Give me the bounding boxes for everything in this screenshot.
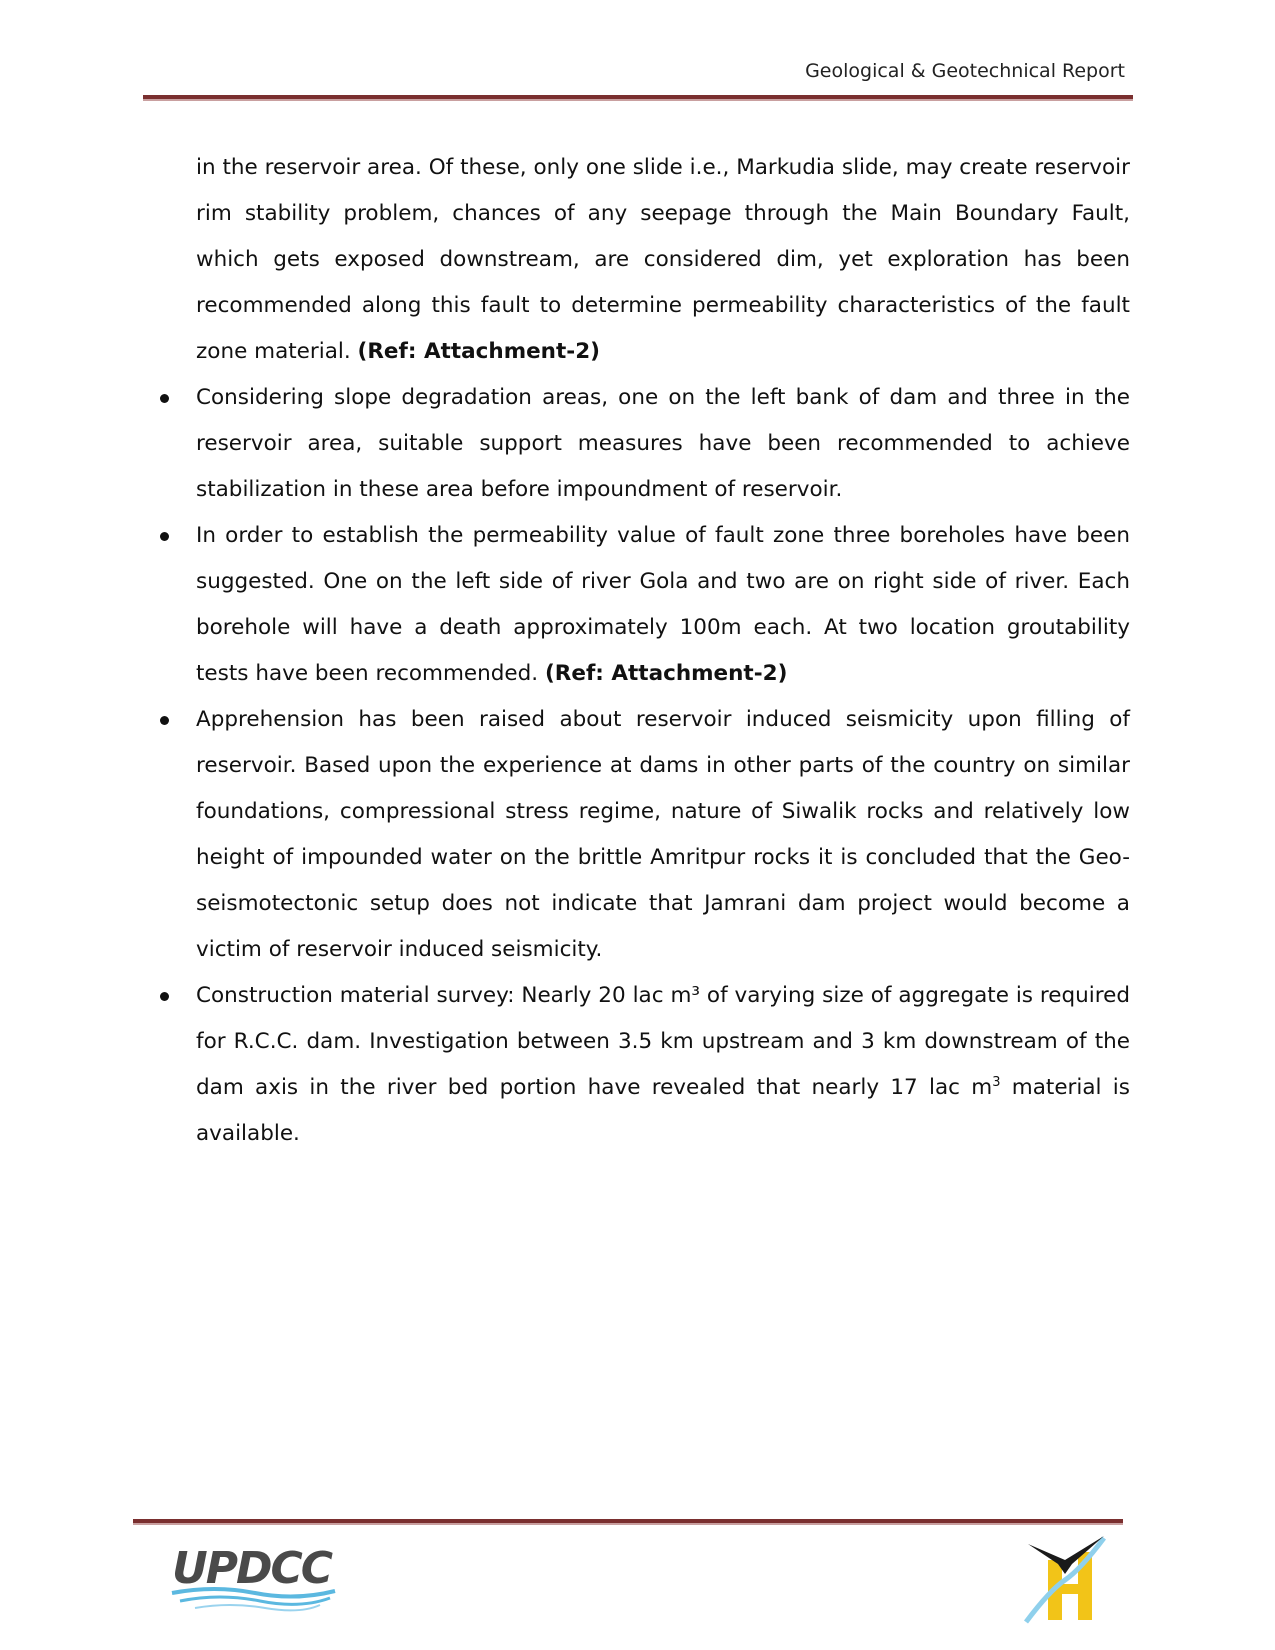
list-item	[196, 697, 1130, 973]
bullet-icon	[160, 716, 169, 725]
page-content	[196, 145, 1130, 1157]
findings-list	[196, 375, 1130, 1157]
superscript-3: 3	[992, 1075, 1001, 1090]
intro-text: in the reservoir area. Of these, only one slide i.e., Markudia slide, may create reservoir rim stability problem, chances of any seepage through the Main Boundary Fault, which gets exposed downstream, are considered dim, yet exploration has been recommended along this fault to determine permeability characteristics of the fault zone material.	[196, 155, 1130, 364]
list-item-text: In order to establish the permeability value of fault zone three boreholes have been suggested. One on the left side of river Gola and two are on right side of river. Each borehole will have a death approximately 100m each. At two location groutability tests have been recommended.	[196, 523, 1130, 686]
report-title: Geological & Geotechnical Report	[805, 60, 1125, 82]
list-item-text: Apprehension has been raised about reservoir induced seismicity upon filling of reservoir. Based upon the experience at dams in other parts of the country on similar foundations, compressional stress regime, nature of Siwalik rocks and relatively low height of impounded water on the brittle Amritpur rocks it is concluded that the Geo-seismotectonic setup does not indicate that Jamrani dam project would become a victim of reservoir induced seismicity.	[196, 707, 1130, 962]
intro-reference: (Ref: Attachment-2)	[357, 339, 600, 364]
updcc-logo-text: UPDCC	[172, 1543, 332, 1594]
bullet-icon	[160, 532, 169, 541]
header-rule	[143, 95, 1133, 99]
list-item	[196, 375, 1130, 513]
bullet-icon	[160, 992, 169, 1001]
list-item	[196, 513, 1130, 697]
list-item-text: Construction material survey: Nearly 20 lac m³ of varying size of aggregate is required for R.C.C. dam. Investigation between 3.5 km upstream and 3 km downstream of the dam axis in the river bed portion have revealed that nearly 17 lac m	[196, 983, 1130, 1100]
list-item-text-end: material is available.	[196, 1075, 1130, 1146]
bird-emblem-icon	[1020, 1530, 1110, 1625]
list-item-text: Considering slope degradation areas, one on the left bank of dam and three in the reservoir area, suitable support measures have been recommended to achieve stabilization in these area before impoundment of reservoir.	[196, 385, 1130, 502]
updcc-logo-icon	[170, 1535, 340, 1615]
bullet-icon	[160, 394, 169, 403]
footer-rule	[133, 1519, 1123, 1523]
list-item	[196, 973, 1130, 1157]
intro-paragraph	[196, 145, 1130, 375]
list-item-reference: (Ref: Attachment-2)	[544, 661, 788, 686]
